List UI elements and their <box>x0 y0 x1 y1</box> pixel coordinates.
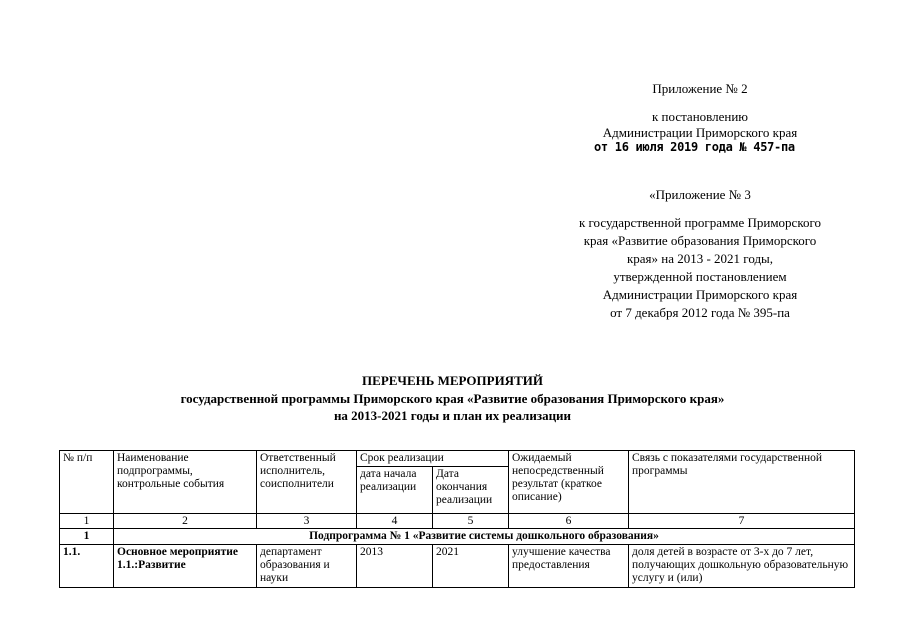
row-end: 2021 <box>433 545 509 588</box>
appendix-3-line: утвержденной постановлением <box>613 269 787 284</box>
header-result: Ожидаемый непосредственный результат (краткое описание) <box>509 451 629 514</box>
column-number: 7 <box>629 514 855 529</box>
appendix-3-line: Администрации Приморского края <box>602 287 798 302</box>
appendix-2-stamp: от 16 июля 2019 года № 457-па <box>594 140 795 154</box>
table-row <box>60 545 855 588</box>
document-subtitle: государственной программы Приморского края «Развитие образования Приморского края» <box>180 391 725 406</box>
column-number: 1 <box>60 514 114 529</box>
subprogram-row <box>60 529 855 545</box>
row-executor: департамент образования и науки <box>257 545 357 588</box>
appendix-3-title: «Приложение № 3 <box>649 187 751 202</box>
appendix-3-line: к государственной программе Приморского <box>578 215 821 230</box>
column-number: 3 <box>257 514 357 529</box>
document-title: ПЕРЕЧЕНЬ МЕРОПРИЯТИЙ <box>362 373 543 388</box>
subprogram-title: Подпрограмма № 1 «Развитие системы дошкольного образования» <box>114 529 855 545</box>
header-num: № п/п <box>60 451 114 514</box>
measures-table <box>59 450 855 588</box>
appendix-2-line-2: Администрации Приморского края <box>602 125 798 140</box>
row-start: 2013 <box>357 545 433 588</box>
appendix-3-line: края «Развитие образования Приморского <box>583 233 817 248</box>
header-period: Срок реализации <box>357 451 509 467</box>
appendix-2-title: Приложение № 2 <box>652 81 748 96</box>
row-num: 1.1. <box>60 545 114 588</box>
table-header-row <box>60 451 855 467</box>
appendix-3-line: от 7 декабря 2012 года № 395-па <box>610 305 790 320</box>
row-link: доля детей в возрасте от 3-х до 7 лет, получающих дошкольную образовательную услугу и (или) <box>629 545 855 588</box>
header-name: Наименование подпрограммы, контрольные события <box>114 451 257 514</box>
column-number: 6 <box>509 514 629 529</box>
row-name: Основное мероприятие 1.1.:Развитие <box>114 545 257 588</box>
appendix-2-line-1: к постановлению <box>651 109 749 124</box>
header-end: Дата окончания реализации <box>433 467 509 514</box>
header-link: Связь с показателями государственной программы <box>629 451 855 514</box>
column-number: 2 <box>114 514 257 529</box>
header-start: дата начала реализации <box>357 467 433 514</box>
document-subtitle-period: на 2013-2021 годы и план их реализации <box>333 408 572 423</box>
column-number: 5 <box>433 514 509 529</box>
header-executor: Ответственный исполнитель, соисполнители <box>257 451 357 514</box>
appendix-3-line: края» на 2013 - 2021 годы, <box>626 251 774 266</box>
column-number: 4 <box>357 514 433 529</box>
column-numbers-row <box>60 514 855 529</box>
subprogram-num: 1 <box>60 529 114 545</box>
row-result: улучшение качества предоставления <box>509 545 629 588</box>
